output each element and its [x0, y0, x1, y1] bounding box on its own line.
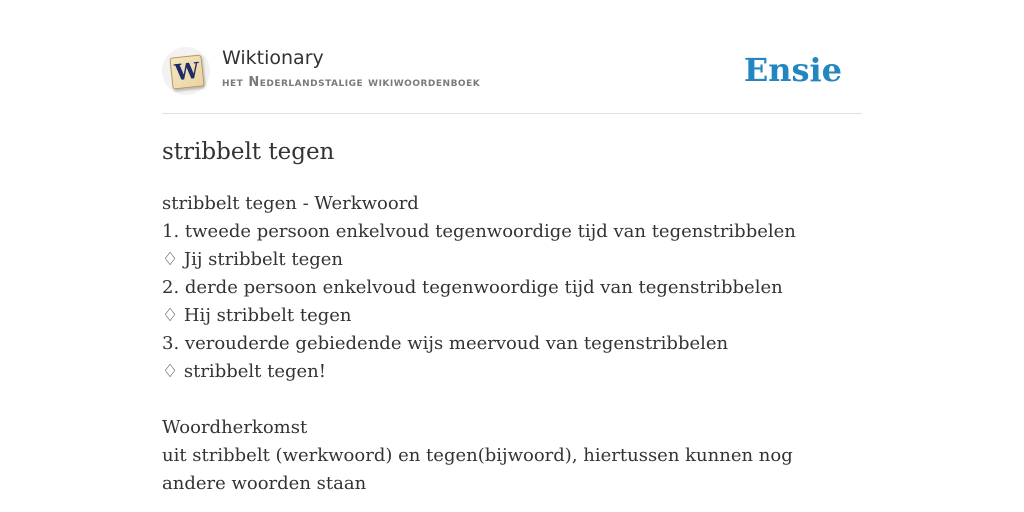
wiktionary-logo-icon[interactable] — [162, 47, 210, 95]
logo-letter: W — [173, 57, 201, 87]
definition-1: 1. tweede persoon enkelvoud tegenwoordige tijd van tegenstribbelen — [162, 221, 796, 242]
example-2: ♢ Hij stribbelt tegen — [162, 305, 352, 326]
logo-tile — [169, 54, 204, 89]
entry-content — [162, 190, 862, 498]
header-divider — [162, 113, 862, 114]
site-tagline: het Nederlandstalige wikiwoordenboek — [222, 75, 481, 90]
etymology-text: uit stribbelt (werkwoord) en tegen(bijwoord), hiertussen kunnen nog andere woorden staan — [162, 445, 793, 494]
entry-headline: stribbelt tegen - Werkwoord — [162, 193, 419, 214]
site-name[interactable]: Wiktionary — [222, 47, 324, 69]
example-1: ♢ Jij stribbelt tegen — [162, 249, 344, 270]
etymology-heading: Woordherkomst — [162, 417, 308, 438]
definition-2: 2. derde persoon enkelvoud tegenwoordige tijd van tegenstribbelen — [162, 277, 783, 298]
blank-line — [162, 386, 862, 414]
site-header — [162, 44, 862, 114]
example-3: ♢ stribbelt tegen! — [162, 361, 326, 382]
ensie-logo-link[interactable]: Ensie — [743, 51, 842, 89]
page-title: stribbelt tegen — [162, 139, 335, 165]
definition-3: 3. verouderde gebiedende wijs meervoud van tegenstribbelen — [162, 333, 729, 354]
